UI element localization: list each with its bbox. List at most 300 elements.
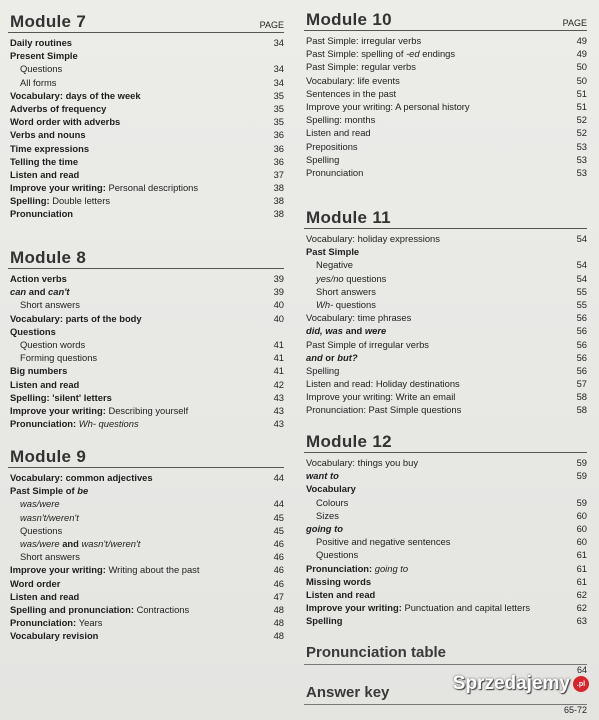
entry-text: Prepositions [306, 140, 358, 152]
entry-text: Listen and read [10, 590, 80, 602]
page-column-label: PAGE [562, 18, 587, 28]
entry-page-number: 35 [273, 102, 284, 114]
entry-text: want to [306, 470, 339, 482]
page-column-label: PAGE [259, 20, 284, 30]
entry-text: Spelling: 'silent' letters [10, 391, 112, 403]
entry-text: Double letters [52, 195, 111, 207]
contents-entry [8, 142, 284, 155]
module-12-section [304, 428, 587, 627]
entry-text: Improve your writing: A personal history [306, 100, 470, 112]
entry-page-number: 39 [273, 286, 284, 298]
entry-text: Questions [20, 63, 63, 75]
entry-text: Vocabulary: things you buy [306, 457, 419, 468]
entry-text: Vocabulary: days of the week [10, 89, 141, 101]
entry-page-number: 48 [273, 603, 284, 615]
entry-title [306, 390, 455, 403]
entry-title [10, 194, 110, 207]
module-title: Module 8 [10, 248, 87, 267]
contents-entry [8, 497, 284, 510]
module-7-section [8, 8, 284, 221]
module-10-section [304, 6, 587, 179]
entry-page-number: 42 [273, 378, 284, 390]
entry-text: Past Simple: spelling of [306, 48, 407, 60]
module-heading [304, 204, 587, 229]
entry-page-number: 34 [273, 63, 284, 75]
section-page-number: 65-72 [563, 705, 587, 715]
entry-text: Word order with adverbs [10, 116, 121, 128]
entry-page-number: 40 [273, 299, 284, 311]
entry-page-number: 60 [576, 536, 587, 548]
entry-text: Sentences in the past [306, 87, 397, 99]
entry-title [10, 404, 188, 417]
entry-title [10, 325, 56, 338]
entry-page-number: 43 [273, 418, 284, 430]
entry-page-number: 54 [576, 233, 587, 244]
entry-title [10, 364, 67, 377]
entry-title [316, 272, 386, 285]
contents-entry [8, 616, 284, 629]
entry-text: Listen and read: Holiday destinations [306, 378, 460, 390]
section-title: Answer key [304, 684, 587, 705]
entry-text: Present Simple [10, 50, 78, 62]
entry-text: Questions [316, 549, 359, 561]
entry-page-number: 53 [576, 166, 587, 178]
entry-text: Adverbs of frequency [10, 102, 107, 114]
entry-text: but? [337, 351, 358, 363]
entry-title [306, 140, 358, 153]
contents-entry [304, 522, 587, 535]
entry-page-number: 62 [576, 588, 587, 600]
contents-entry [304, 601, 587, 614]
entry-text: Years [78, 617, 103, 629]
entry-title [306, 324, 386, 337]
entry-title [10, 285, 70, 298]
entry-title [10, 391, 112, 404]
contents-entry [8, 155, 284, 168]
entry-page-number: 58 [576, 404, 587, 416]
entry-page-number: 34 [273, 76, 284, 88]
module-title: Module 7 [10, 12, 87, 31]
entry-title [10, 378, 79, 391]
entry-text: Improve your writing: Write an email [306, 391, 456, 403]
entry-title [306, 153, 339, 166]
entry-text: Describing yourself [108, 404, 189, 416]
entry-text: Word order [10, 577, 61, 589]
entry-page-number: 56 [576, 351, 587, 363]
entry-text: Wh- [316, 298, 334, 310]
entry-title [306, 338, 429, 351]
entry-title [10, 471, 153, 484]
contents-entry [304, 482, 587, 495]
entry-title [10, 155, 78, 168]
entry-text: Negative [316, 259, 354, 271]
entry-page-number: 41 [273, 352, 284, 364]
contents-entry [304, 140, 587, 153]
entry-text: Past Simple: regular verbs [306, 61, 416, 73]
entry-text: Listen and read [306, 127, 371, 139]
entry-page-number: 36 [273, 155, 284, 167]
entry-text: Personal descriptions [108, 182, 199, 194]
entry-page-number: 37 [273, 168, 284, 180]
entry-page-number: 48 [273, 617, 284, 629]
entry-title [10, 168, 79, 181]
entry-title [20, 550, 80, 563]
entry-page-number: 46 [273, 577, 284, 589]
contents-entry [8, 417, 284, 430]
contents-entry [8, 89, 284, 102]
entry-page-number: 53 [576, 140, 587, 152]
contents-entry [8, 338, 284, 351]
entry-title [306, 614, 342, 627]
entry-page-number: 61 [576, 549, 587, 561]
module-11-section [304, 204, 587, 417]
entry-page-number: 58 [576, 391, 587, 403]
contents-entry [304, 60, 587, 73]
entry-page-number: 40 [273, 312, 284, 324]
entry-title [10, 616, 102, 629]
entry-page-number: 43 [273, 391, 284, 403]
contents-entry [8, 36, 284, 49]
entry-page-number: 55 [576, 285, 587, 297]
entry-title [10, 49, 78, 62]
entry-page-number: 45 [273, 524, 284, 536]
contents-entry [304, 298, 587, 311]
entry-text: Past Simple [306, 246, 360, 258]
module-title: Module 9 [10, 447, 87, 466]
entry-page-number: 51 [576, 87, 587, 99]
entry-page-number: 52 [576, 114, 587, 126]
contents-entry [8, 590, 284, 603]
entry-text: All forms [20, 76, 57, 88]
module-heading [8, 8, 284, 33]
contents-entry [8, 629, 284, 642]
entry-page-number: 59 [576, 457, 587, 468]
entry-text: Time expressions [10, 142, 90, 154]
entry-text: or [322, 351, 338, 363]
entry-text: Daily routines [10, 37, 72, 48]
entry-title [10, 629, 98, 642]
entry-page-number: 60 [576, 509, 587, 521]
contents-entry [8, 524, 284, 537]
entry-page-number: 50 [576, 74, 587, 86]
entry-page-number: 46 [273, 537, 284, 549]
contents-entry [8, 404, 284, 417]
entry-page-number: 62 [576, 602, 587, 614]
contents-entry [304, 258, 587, 271]
entry-title [306, 364, 339, 377]
contents-entry [304, 548, 587, 561]
entry-page-number: 46 [273, 551, 284, 563]
contents-entry [8, 207, 284, 220]
entry-title [20, 338, 85, 351]
contents-entry [304, 390, 587, 403]
entry-title [10, 102, 106, 115]
entry-text: and [343, 325, 365, 337]
entry-page-number: 44 [273, 498, 284, 510]
entry-text: Short answers [20, 299, 80, 311]
entry-page-number: 54 [576, 259, 587, 271]
entry-text: going to [306, 522, 343, 534]
entry-text: -ed [406, 48, 420, 60]
contents-entry [304, 377, 587, 390]
entry-text: can [10, 286, 27, 298]
entry-page-number: 44 [273, 472, 284, 483]
entry-text: Forming questions [20, 352, 98, 364]
entry-page-number: 54 [576, 272, 587, 284]
entry-text: Questions [20, 524, 63, 536]
contents-entry [304, 126, 587, 139]
entry-text: Writing about the past [108, 564, 200, 576]
contents-entry [8, 378, 284, 391]
entry-title [306, 575, 371, 588]
module-title: Module 10 [306, 10, 392, 29]
entry-page-number: 35 [273, 89, 284, 101]
entry-text: Listen and read [10, 378, 80, 390]
contents-entry [8, 128, 284, 141]
entry-page-number: 41 [273, 338, 284, 350]
section-page-number: 64 [576, 665, 587, 675]
entry-text: Pronunciation [306, 166, 364, 178]
entry-title [306, 47, 455, 60]
watermark-badge: .pl [573, 676, 589, 692]
entry-title [20, 497, 60, 510]
entry-title [306, 601, 530, 614]
entry-text: Improve your writing: [306, 602, 405, 614]
entry-text: Pronunciation: [306, 562, 375, 574]
contents-entry [8, 49, 284, 62]
contents-entry [304, 153, 587, 166]
entry-page-number: 49 [576, 35, 587, 46]
entry-title [306, 351, 358, 364]
contents-entry [304, 245, 587, 258]
entry-text: Pronunciation: [10, 418, 79, 430]
contents-entry [304, 364, 587, 377]
entry-text: Past Simple of irregular verbs [306, 338, 429, 350]
entry-page-number: 56 [576, 312, 587, 324]
contents-entry [8, 194, 284, 207]
contents-entry [304, 232, 587, 245]
entry-title [316, 548, 358, 561]
entry-text: Verbs and nouns [10, 129, 86, 141]
entry-text: Vocabulary: holiday expressions [306, 233, 440, 244]
entry-text: Vocabulary: life events [306, 74, 400, 86]
entry-page-number: 38 [273, 208, 284, 220]
module-9-section [8, 443, 284, 642]
entry-text: Vocabulary: common adjectives [10, 472, 153, 483]
contents-entry [304, 324, 587, 337]
section-title: Pronunciation table [304, 644, 587, 665]
entry-title [10, 128, 86, 141]
contents-entry [304, 34, 587, 47]
entry-title [306, 469, 339, 482]
entry-text: Short answers [20, 551, 80, 563]
entry-page-number: 39 [273, 273, 284, 284]
entry-text: did, was [306, 325, 343, 337]
contents-entry [304, 469, 587, 482]
contents-entry [8, 76, 284, 89]
entry-title [20, 76, 56, 89]
entry-page-number: 63 [576, 615, 587, 627]
module-heading [8, 244, 284, 269]
contents-entry [304, 562, 587, 575]
entry-text: Pronunciation: Past Simple questions [306, 404, 462, 416]
entry-title [306, 403, 461, 416]
contents-entry [304, 456, 587, 469]
module-heading [8, 443, 284, 468]
entry-title [306, 113, 375, 126]
entry-page-number: 48 [273, 630, 284, 642]
entry-title [10, 577, 60, 590]
contents-entry [304, 403, 587, 416]
entry-text: were [364, 325, 387, 337]
contents-entry [8, 298, 284, 311]
entry-text: questions [343, 272, 387, 284]
entry-text: Colours [316, 496, 349, 508]
entry-title [20, 62, 62, 75]
entry-title [306, 166, 363, 179]
entry-title [20, 537, 140, 550]
entry-text: Past Simple: irregular verbs [306, 35, 422, 46]
contents-entry [8, 537, 284, 550]
entry-text: Sizes [316, 509, 339, 521]
entry-text: wasn't/weren't [20, 511, 79, 523]
entry-text: Improve your writing: [10, 182, 109, 194]
watermark-logo [453, 668, 589, 700]
entry-text: Questions [10, 325, 56, 337]
entry-page-number: 59 [576, 496, 587, 508]
pronunciation-table-section [304, 644, 587, 675]
entry-title [306, 377, 460, 390]
entry-title [306, 100, 470, 113]
entry-title [306, 232, 440, 245]
entry-title [10, 417, 139, 430]
entry-title [10, 115, 120, 128]
entry-text: Contractions [136, 603, 190, 615]
entry-title [10, 89, 141, 102]
module-title: Module 11 [306, 208, 391, 227]
entry-page-number: 56 [576, 325, 587, 337]
entry-title [10, 36, 72, 49]
entry-text: was/were [20, 537, 60, 549]
entry-text: be [77, 485, 89, 497]
entry-title [10, 142, 89, 155]
entry-title [20, 524, 62, 537]
entry-page-number: 51 [576, 100, 587, 112]
entry-text: Big numbers [10, 365, 68, 377]
contents-entry [8, 62, 284, 75]
module-title: Module 12 [306, 432, 392, 451]
entry-title [316, 258, 353, 271]
contents-entry [304, 338, 587, 351]
entry-title [10, 563, 199, 576]
module-heading [304, 428, 587, 453]
entry-title [306, 311, 411, 324]
entry-text: Improve your writing: [10, 404, 109, 416]
contents-entry [8, 563, 284, 576]
contents-entry [8, 285, 284, 298]
contents-entry [304, 87, 587, 100]
entry-text: Spelling: [10, 195, 53, 207]
contents-entry [304, 509, 587, 522]
entry-page-number: 36 [273, 129, 284, 141]
contents-entry [304, 588, 587, 601]
entry-text: Spelling and pronunciation: [10, 603, 137, 615]
entry-title [10, 181, 198, 194]
entry-text: wasn't/weren't [81, 537, 141, 549]
entry-title [10, 603, 189, 616]
entry-text: Missing words [306, 575, 372, 587]
entry-text: Spelling [306, 615, 343, 627]
entry-page-number: 56 [576, 364, 587, 376]
contents-entry [8, 115, 284, 128]
entry-text: and [59, 537, 82, 549]
entry-text: and [306, 351, 323, 363]
entry-page-number: 61 [576, 575, 587, 587]
entry-title [306, 562, 408, 575]
entry-title [20, 298, 80, 311]
entry-page-number: 55 [576, 298, 587, 310]
contents-entry [304, 74, 587, 87]
contents-entry [8, 364, 284, 377]
entry-text: can't [48, 286, 70, 298]
entry-page-number: 47 [273, 590, 284, 602]
entry-text: Vocabulary revision [10, 630, 99, 642]
entry-page-number: 49 [576, 48, 587, 60]
entry-text: Positive and negative sentences [316, 536, 451, 548]
entry-text: Punctuation and capital letters [404, 602, 531, 614]
contents-entry [8, 391, 284, 404]
entry-page-number: 34 [273, 37, 284, 48]
entry-text: Pronunciation [10, 208, 74, 220]
entry-text: Vocabulary: parts of the body [10, 312, 142, 324]
watermark-text: Sprzedajemy [452, 673, 570, 694]
entry-text: questions [333, 298, 376, 310]
entry-title [20, 351, 97, 364]
entry-title [306, 60, 416, 73]
contents-entry [304, 496, 587, 509]
entry-page-number: 38 [273, 182, 284, 194]
entry-page-number: 56 [576, 338, 587, 350]
entry-title [20, 511, 79, 524]
entry-text: Listen and read [10, 168, 80, 180]
contents-entry [8, 272, 284, 285]
entry-page-number: 52 [576, 127, 587, 139]
entry-text: Spelling: months [306, 114, 376, 126]
entry-title [10, 312, 142, 325]
contents-entry [8, 577, 284, 590]
entry-text: going to [374, 562, 409, 574]
module-8-section [8, 244, 284, 430]
contents-entry [304, 575, 587, 588]
entry-page-number: 50 [576, 61, 587, 73]
contents-entry [8, 471, 284, 484]
entry-page-number: 36 [273, 142, 284, 154]
entry-text: and [26, 286, 49, 298]
contents-entry [304, 272, 587, 285]
entry-title [10, 484, 88, 497]
contents-entry [8, 168, 284, 181]
entry-text: Vocabulary [306, 483, 356, 495]
entry-title [306, 456, 418, 469]
entry-title [316, 298, 376, 311]
entry-text: Spelling [306, 364, 340, 376]
entry-page-number: 43 [273, 404, 284, 416]
entry-title [306, 87, 396, 100]
entry-title [306, 245, 359, 258]
contents-entry [304, 311, 587, 324]
contents-entry [304, 285, 587, 298]
entry-text: was/were [20, 498, 60, 510]
